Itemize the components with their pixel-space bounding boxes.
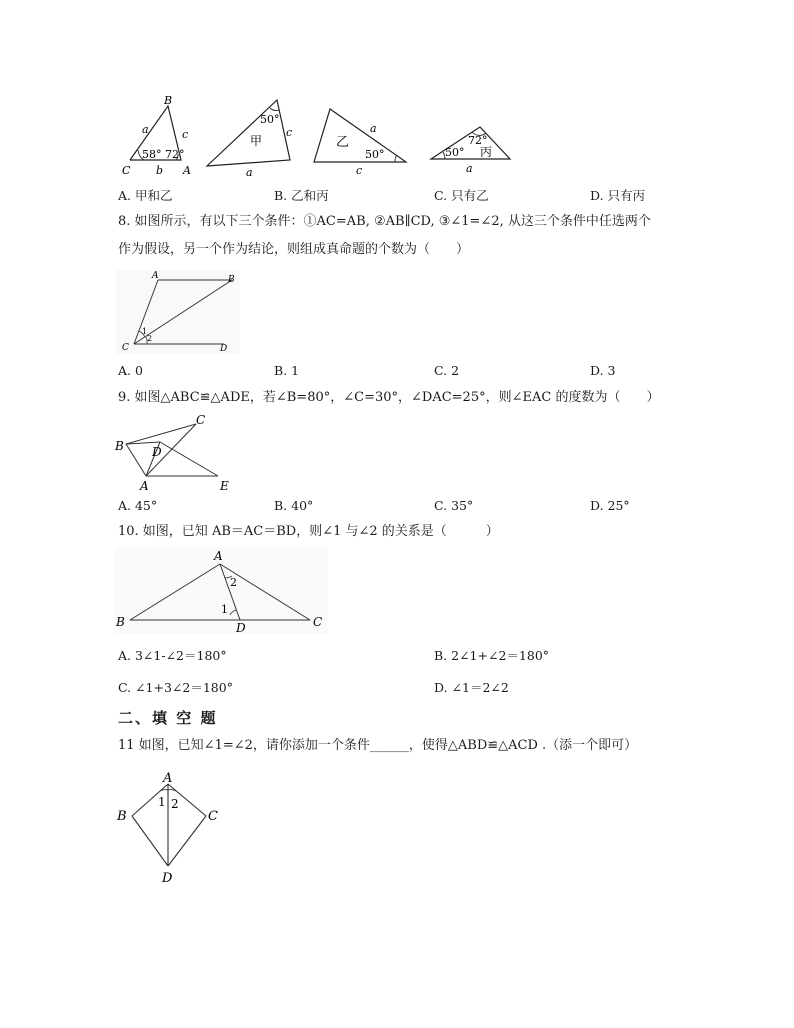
label-1: 1 bbox=[142, 327, 148, 336]
q11-figure bbox=[112, 770, 232, 888]
label-D: D bbox=[152, 445, 162, 459]
label-B: B bbox=[228, 275, 235, 285]
q10-option-c[interactable]: C. ∠1+3∠2＝180° bbox=[118, 680, 233, 695]
q7-figure-1 bbox=[118, 92, 198, 180]
label-C: C bbox=[208, 809, 218, 824]
angle-50: 50° bbox=[365, 148, 385, 161]
q9-text-line1: 9. 如图△ABC≌△ADE，若∠B=80°，∠C=30°，∠DAC=25°，则∠EAC 的度数为（ ） bbox=[118, 390, 660, 405]
label-2: 2 bbox=[230, 576, 237, 589]
q8-text-line1: 8. 如图所示，有以下三个条件：①AC=AB, ②AB∥CD, ③∠1=∠2, 从这三个条件中任选两个 bbox=[118, 214, 651, 229]
q10-option-b[interactable]: B. 2∠1+∠2＝180° bbox=[434, 648, 550, 663]
q9-figure bbox=[112, 410, 242, 494]
section-title-fill-in: 二、填 空 题 bbox=[118, 709, 218, 727]
q11-text-line1: 11 如图，已知∠1=∠2，请你添加一个条件______，使得△ABD≌△ACD .（添一个即可） bbox=[118, 738, 638, 753]
label-B: B bbox=[164, 94, 173, 107]
q9-option-b[interactable]: B. 40° bbox=[274, 498, 314, 513]
q8-text-line2: 作为假设，另一个作为结论，则组成真命题的个数为（ ） bbox=[118, 242, 470, 257]
label-B: B bbox=[117, 809, 127, 824]
label-b: b bbox=[156, 164, 164, 177]
q7-option-a[interactable]: A. 甲和乙 bbox=[118, 188, 173, 203]
label-A: A bbox=[140, 479, 149, 493]
q9-option-d[interactable]: D. 25° bbox=[590, 498, 630, 513]
label-D: D bbox=[220, 344, 228, 354]
label-c: c bbox=[182, 128, 189, 141]
label-a: a bbox=[246, 166, 253, 178]
label-E: E bbox=[220, 479, 229, 493]
label-2: 2 bbox=[171, 797, 179, 811]
label-a: a bbox=[466, 162, 473, 175]
label-D: D bbox=[162, 871, 173, 886]
label-B: B bbox=[116, 615, 125, 629]
label-C: C bbox=[122, 164, 131, 177]
q8-option-b[interactable]: B. 1 bbox=[274, 363, 300, 378]
q7-option-b[interactable]: B. 乙和丙 bbox=[274, 188, 329, 203]
angle-72: 72° bbox=[468, 134, 488, 147]
q10-option-d[interactable]: D. ∠1＝2∠2 bbox=[434, 680, 509, 695]
label-C: C bbox=[196, 413, 206, 427]
label-jia: 甲 bbox=[250, 134, 263, 148]
label-A: A bbox=[163, 771, 173, 786]
q8-option-d[interactable]: D. 3 bbox=[590, 363, 616, 378]
q9-option-a[interactable]: A. 45° bbox=[118, 498, 158, 513]
q9-option-c[interactable]: C. 35° bbox=[434, 498, 474, 513]
label-c: c bbox=[286, 126, 293, 139]
q7-option-d[interactable]: D. 只有丙 bbox=[590, 188, 646, 203]
label-B: B bbox=[115, 439, 124, 453]
angle-50: 50° bbox=[445, 146, 465, 159]
label-A: A bbox=[152, 271, 159, 281]
q7-figure-3 bbox=[310, 104, 410, 176]
label-1: 1 bbox=[158, 795, 166, 809]
q7-option-c[interactable]: C. 只有乙 bbox=[434, 188, 489, 203]
angle-72: 72° bbox=[165, 148, 185, 161]
label-c: c bbox=[356, 164, 363, 176]
label-yi: 乙 bbox=[336, 135, 350, 150]
label-a: a bbox=[370, 122, 377, 135]
label-2: 2 bbox=[147, 334, 153, 343]
label-A: A bbox=[214, 549, 223, 563]
label-C: C bbox=[313, 615, 323, 629]
label-a: a bbox=[142, 123, 149, 136]
label-A: A bbox=[183, 164, 191, 177]
q8-figure bbox=[116, 270, 240, 354]
q8-option-a[interactable]: A. 0 bbox=[118, 363, 143, 378]
q10-text-line1: 10. 如图，已知 AB＝AC＝BD，则∠1 与∠2 的关系是（ ） bbox=[118, 524, 499, 539]
label-C: C bbox=[122, 343, 129, 353]
q7-figure-4 bbox=[428, 122, 516, 176]
q10-figure bbox=[114, 548, 328, 634]
label-bing: 丙 bbox=[480, 145, 493, 159]
angle-50: 50° bbox=[260, 113, 280, 126]
q10-option-a[interactable]: A. 3∠1-∠2＝180° bbox=[118, 648, 227, 663]
label-1: 1 bbox=[221, 603, 228, 616]
angle-58: 58° bbox=[142, 148, 162, 161]
q8-option-c[interactable]: C. 2 bbox=[434, 363, 460, 378]
q7-figure-2 bbox=[204, 96, 304, 178]
label-D: D bbox=[236, 621, 246, 634]
